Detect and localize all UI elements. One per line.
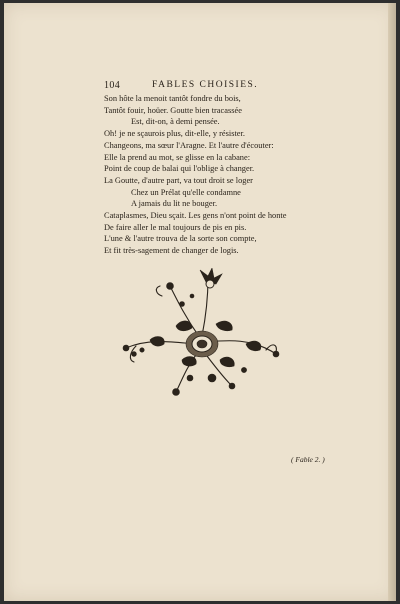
text-line: Est, dit-on, à demi pensée.	[131, 117, 220, 127]
text-line: Oh! je ne sçaurois plus, dit-elle, y résister.	[104, 129, 245, 139]
text-line: Cataplasmes, Dieu sçait. Les gens n'ont point de honte	[104, 211, 287, 221]
page-edge	[388, 3, 396, 601]
text-line: Son hôte la menoit tantôt fondre du bois,	[104, 94, 241, 103]
text-line: Elle la prend au mot, se glisse en la cabane:	[104, 152, 251, 162]
catchword: ( Fable 2. )	[291, 455, 325, 464]
text-line: L'une & l'autre trouva de la sorte son compte,	[104, 234, 257, 244]
poem-text	[104, 93, 344, 257]
text-line: Point de coup de balai qui l'oblige à changer.	[104, 164, 255, 174]
text-line: De faire aller le mal toujours de pis en pis.	[104, 222, 247, 232]
text-line: Et fit très-sagement de changer de logis.	[104, 246, 239, 256]
text-line: La Goutte, d'autre part, va tout droit se loger	[104, 175, 253, 185]
text-line: Tantôt fouir, hoüer. Goutte bien tracassée	[104, 105, 242, 115]
text-line: Changeons, ma sœur l'Aragne. Et l'autre d'écouter:	[104, 140, 274, 150]
text-line: Chez un Prélat qu'elle condamne	[131, 187, 241, 197]
running-title: FABLES CHOISIES.	[152, 80, 259, 90]
page-number: 104	[104, 80, 121, 91]
floral-ornament-icon	[116, 268, 284, 400]
text-line: A jamais du lit ne bouger.	[131, 199, 218, 209]
